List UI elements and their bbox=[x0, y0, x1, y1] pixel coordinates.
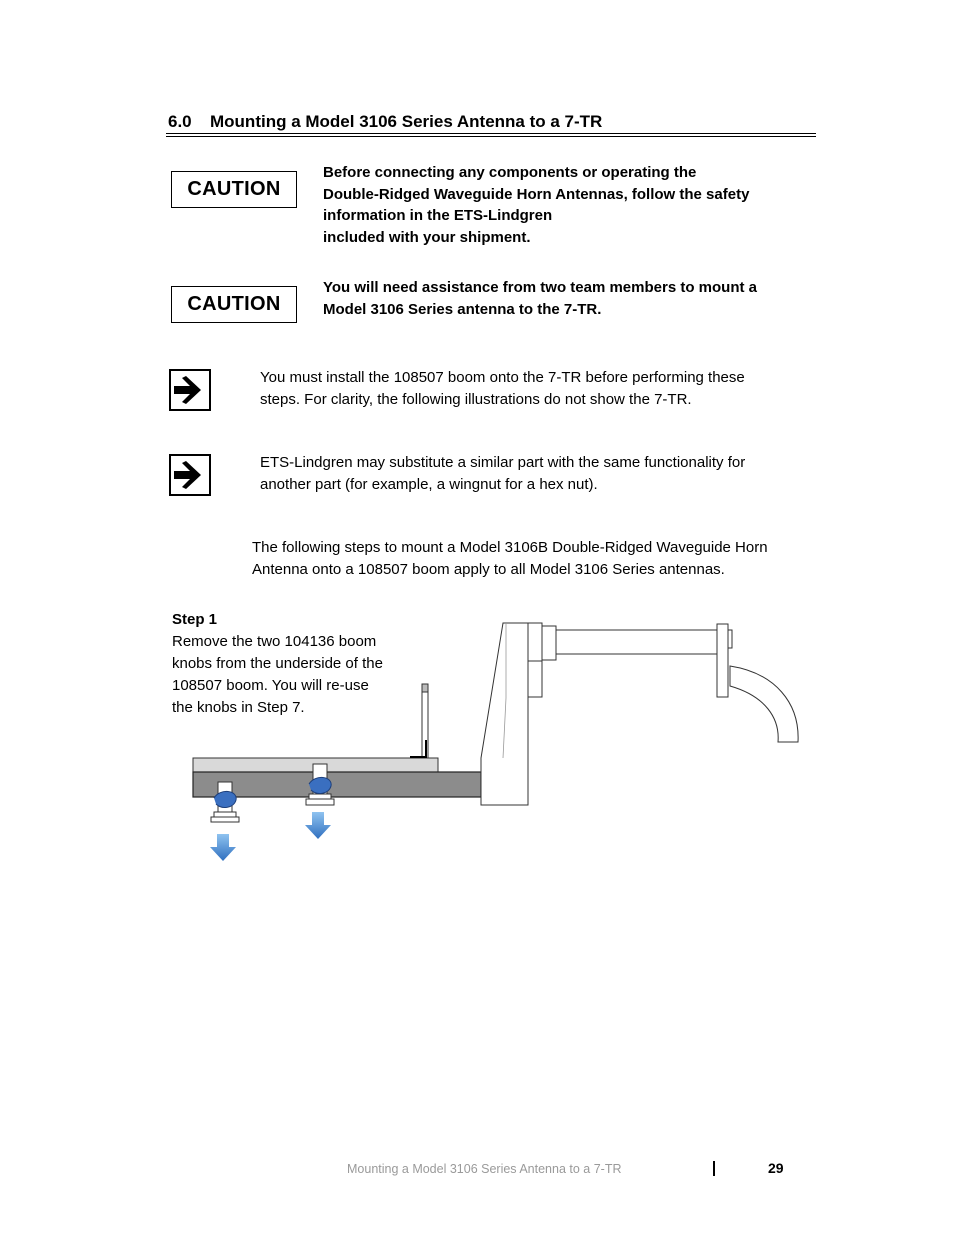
boom-bracket bbox=[410, 684, 428, 758]
section-heading bbox=[168, 112, 602, 132]
caution-label: CAUTION bbox=[187, 293, 281, 315]
step-line: 108507 boom. You will re-use bbox=[172, 677, 369, 694]
arrow-right-icon bbox=[169, 369, 211, 411]
mount-housing bbox=[481, 623, 556, 805]
step-title: Step 1 bbox=[172, 611, 218, 628]
caution-line: You will need assistance from two team members to mount a bbox=[323, 279, 757, 296]
heading-rule-top bbox=[166, 133, 816, 134]
footer-divider bbox=[713, 1161, 715, 1176]
caution-badge-2 bbox=[171, 286, 297, 323]
caution-line: Before connecting any components or operating the bbox=[323, 164, 697, 181]
step-line: knobs from the underside of the bbox=[172, 655, 383, 672]
down-arrow-icon bbox=[210, 834, 236, 861]
caution-line: information in the ETS-Lindgren bbox=[323, 207, 553, 225]
note-line: You must install the 108507 boom onto the 7-TR before performing these bbox=[260, 369, 745, 386]
note-line: another part (for example, a wingnut for a hex nut). bbox=[260, 476, 598, 493]
caution-label: CAUTION bbox=[187, 178, 281, 200]
caution-badge-1 bbox=[171, 171, 297, 208]
step-line: Remove the two 104136 boom bbox=[172, 633, 377, 650]
step-line: the knobs in Step 7. bbox=[172, 699, 305, 716]
intro-paragraph bbox=[252, 537, 768, 581]
note-text-2 bbox=[260, 452, 745, 496]
caution-text-2 bbox=[323, 277, 757, 320]
caution-line: Double-Ridged Waveguide Horn Antennas, follow the safety bbox=[323, 185, 750, 203]
footer-title: Mounting a Model 3106 Series Antenna to a 7-TR bbox=[347, 1162, 622, 1176]
down-arrow-icon bbox=[305, 812, 331, 839]
caution-text-1 bbox=[323, 162, 749, 249]
arrow-right-icon bbox=[169, 454, 211, 496]
boom-illustration bbox=[190, 618, 805, 868]
note-line: ETS-Lindgren may substitute a similar part with the same functionality for bbox=[260, 454, 746, 471]
heading-rule-bottom bbox=[166, 136, 816, 137]
section-title: Mounting a Model 3106 Series Antenna to a 7-TR bbox=[210, 112, 603, 131]
note-text-1 bbox=[260, 367, 745, 411]
intro-line: Antenna onto a 108507 boom apply to all Model 3106 Series antennas. bbox=[252, 561, 725, 578]
section-number: 6.0 bbox=[168, 112, 192, 131]
page-number: 29 bbox=[768, 1160, 784, 1176]
antenna-arm bbox=[556, 624, 798, 742]
note-line: steps. For clarity, the following illustrations do not show the 7-TR. bbox=[260, 391, 692, 408]
boom-plate bbox=[193, 758, 481, 797]
intro-line: The following steps to mount a Model 3106B Double-Ridged Waveguide Horn bbox=[252, 539, 768, 556]
caution-line: Model 3106 Series antenna to the 7-TR. bbox=[323, 300, 602, 318]
caution-line: included with your shipment. bbox=[323, 229, 531, 247]
